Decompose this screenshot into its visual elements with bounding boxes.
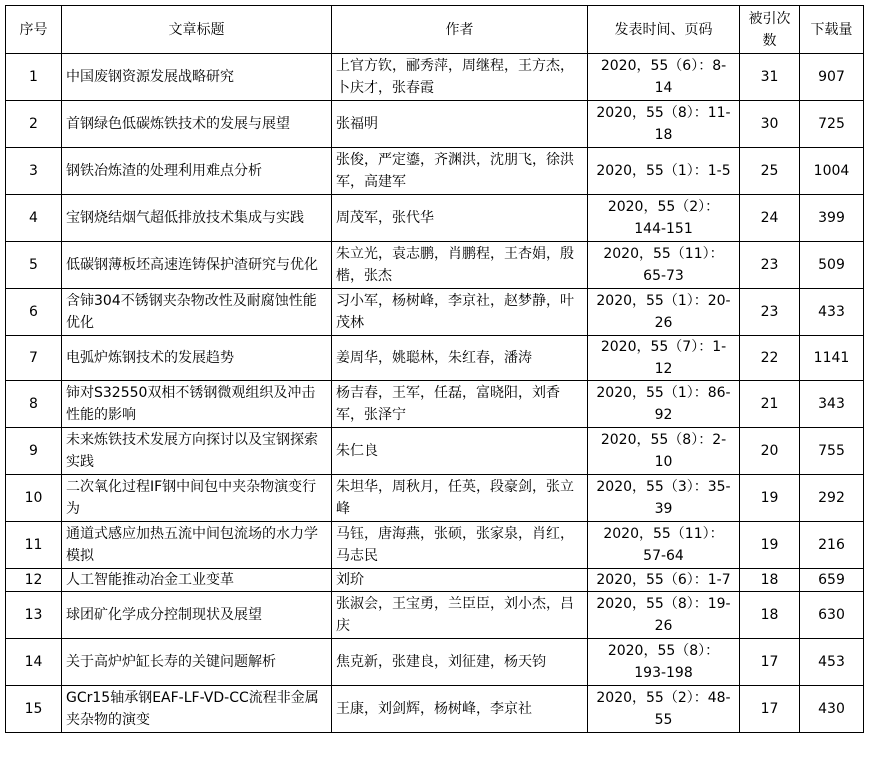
cell-cite: 31 [740,54,800,101]
cell-author: 朱仁良 [332,428,588,475]
cell-author: 杨吉春，王军，任磊，富晓阳，刘香军，张泽宁 [332,381,588,428]
table-row [6,336,864,381]
cell-no: 4 [6,195,62,242]
cell-no: 6 [6,289,62,336]
citation-table [5,5,864,733]
cell-cite: 23 [740,242,800,289]
cell-author: 习小军，杨树峰，李京社，赵梦静，叶茂林 [332,289,588,336]
cell-no: 10 [6,475,62,522]
cell-title: 宝钢烧结烟气超低排放技术集成与实践 [62,195,332,242]
cell-title: 首钢绿色低碳炼铁技术的发展与展望 [62,101,332,148]
cell-date: 2020，55（6）：8-14 [588,54,740,101]
cell-dl: 509 [800,242,864,289]
cell-author: 张福明 [332,101,588,148]
table-row [6,475,864,522]
cell-no: 9 [6,428,62,475]
table-row [6,569,864,592]
cell-title: 通道式感应加热五流中间包流场的水力学模拟 [62,522,332,569]
cell-cite: 24 [740,195,800,242]
cell-author: 张淑会，王宝勇，兰臣臣，刘小杰，吕庆 [332,592,588,639]
header-date: 发表时间、页码 [588,6,740,54]
cell-title: 电弧炉炼钢技术的发展趋势 [62,336,332,381]
cell-date: 2020，55（1）：86-92 [588,381,740,428]
cell-date: 2020，55（1）：1-5 [588,148,740,195]
table-body [6,54,864,733]
cell-title: 低碳钢薄板坯高速连铸保护渣研究与优化 [62,242,332,289]
cell-cite: 22 [740,336,800,381]
cell-title: 二次氧化过程IF钢中间包中夹杂物演变行为 [62,475,332,522]
cell-title: 未来炼铁技术发展方向探讨以及宝钢探索实践 [62,428,332,475]
table-row [6,428,864,475]
cell-title: 中国废钢资源发展战略研究 [62,54,332,101]
header-cite: 被引次数 [740,6,800,54]
cell-no: 2 [6,101,62,148]
cell-title: 人工智能推动冶金工业变革 [62,569,332,592]
cell-dl: 343 [800,381,864,428]
cell-title: 关于高炉炉缸长寿的关键问题解析 [62,639,332,686]
cell-author: 周茂军，张代华 [332,195,588,242]
cell-dl: 453 [800,639,864,686]
cell-title: GCr15轴承钢EAF-LF-VD-CC流程非金属夹杂物的演变 [62,686,332,733]
table-row [6,686,864,733]
cell-no: 8 [6,381,62,428]
cell-cite: 19 [740,475,800,522]
cell-title: 含铈304不锈钢夹杂物改性及耐腐蚀性能优化 [62,289,332,336]
cell-author: 马钰，唐海燕，张硕，张家泉，肖红，马志民 [332,522,588,569]
cell-author: 刘玠 [332,569,588,592]
table-row [6,54,864,101]
cell-date: 2020，55（11）：57-64 [588,522,740,569]
cell-author: 朱坦华，周秋月，任英，段豪剑，张立峰 [332,475,588,522]
cell-dl: 433 [800,289,864,336]
cell-no: 11 [6,522,62,569]
table-row [6,148,864,195]
table-row [6,101,864,148]
table-row [6,289,864,336]
cell-cite: 25 [740,148,800,195]
header-author: 作者 [332,6,588,54]
cell-date: 2020，55（3）：35-39 [588,475,740,522]
cell-dl: 725 [800,101,864,148]
header-no: 序号 [6,6,62,54]
cell-title: 球团矿化学成分控制现状及展望 [62,592,332,639]
table-row [6,195,864,242]
cell-no: 3 [6,148,62,195]
cell-author: 王康，刘剑辉，杨树峰，李京社 [332,686,588,733]
cell-dl: 292 [800,475,864,522]
cell-dl: 659 [800,569,864,592]
table-row [6,522,864,569]
cell-author: 焦克新，张建良，刘征建，杨天钧 [332,639,588,686]
cell-no: 14 [6,639,62,686]
cell-cite: 21 [740,381,800,428]
cell-author: 上官方钦，郦秀萍，周继程，王方杰，卜庆才，张春霞 [332,54,588,101]
cell-author: 姜周华，姚聪林，朱红春，潘涛 [332,336,588,381]
cell-dl: 755 [800,428,864,475]
cell-dl: 630 [800,592,864,639]
cell-cite: 18 [740,592,800,639]
cell-no: 7 [6,336,62,381]
cell-dl: 1141 [800,336,864,381]
cell-date: 2020，55（6）：1-7 [588,569,740,592]
cell-cite: 23 [740,289,800,336]
cell-no: 12 [6,569,62,592]
cell-date: 2020，55（11）：65-73 [588,242,740,289]
header-title: 文章标题 [62,6,332,54]
cell-no: 15 [6,686,62,733]
table-header [6,6,864,54]
cell-date: 2020，55（8）：11-18 [588,101,740,148]
cell-cite: 17 [740,686,800,733]
cell-no: 5 [6,242,62,289]
cell-dl: 907 [800,54,864,101]
cell-date: 2020，55（8）：2-10 [588,428,740,475]
table-row [6,639,864,686]
table-row [6,242,864,289]
cell-date: 2020，55（8）：193-198 [588,639,740,686]
table-row [6,381,864,428]
cell-dl: 430 [800,686,864,733]
cell-date: 2020，55（2）：48-55 [588,686,740,733]
cell-cite: 20 [740,428,800,475]
cell-dl: 399 [800,195,864,242]
cell-no: 13 [6,592,62,639]
table-row [6,592,864,639]
cell-author: 朱立光，袁志鹏，肖鹏程，王杏娟，殷楷，张杰 [332,242,588,289]
cell-no: 1 [6,54,62,101]
cell-cite: 19 [740,522,800,569]
cell-date: 2020，55（7）：1-12 [588,336,740,381]
cell-cite: 17 [740,639,800,686]
cell-title: 钢铁冶炼渣的处理利用难点分析 [62,148,332,195]
cell-author: 张俊，严定鎏，齐渊洪，沈朋飞，徐洪军，高建军 [332,148,588,195]
cell-dl: 216 [800,522,864,569]
cell-date: 2020，55（1）：20-26 [588,289,740,336]
cell-date: 2020，55（8）：19-26 [588,592,740,639]
cell-cite: 18 [740,569,800,592]
cell-date: 2020，55（2）：144-151 [588,195,740,242]
cell-dl: 1004 [800,148,864,195]
cell-cite: 30 [740,101,800,148]
cell-title: 铈对S32550双相不锈钢微观组织及冲击性能的影响 [62,381,332,428]
header-dl: 下载量 [800,6,864,54]
